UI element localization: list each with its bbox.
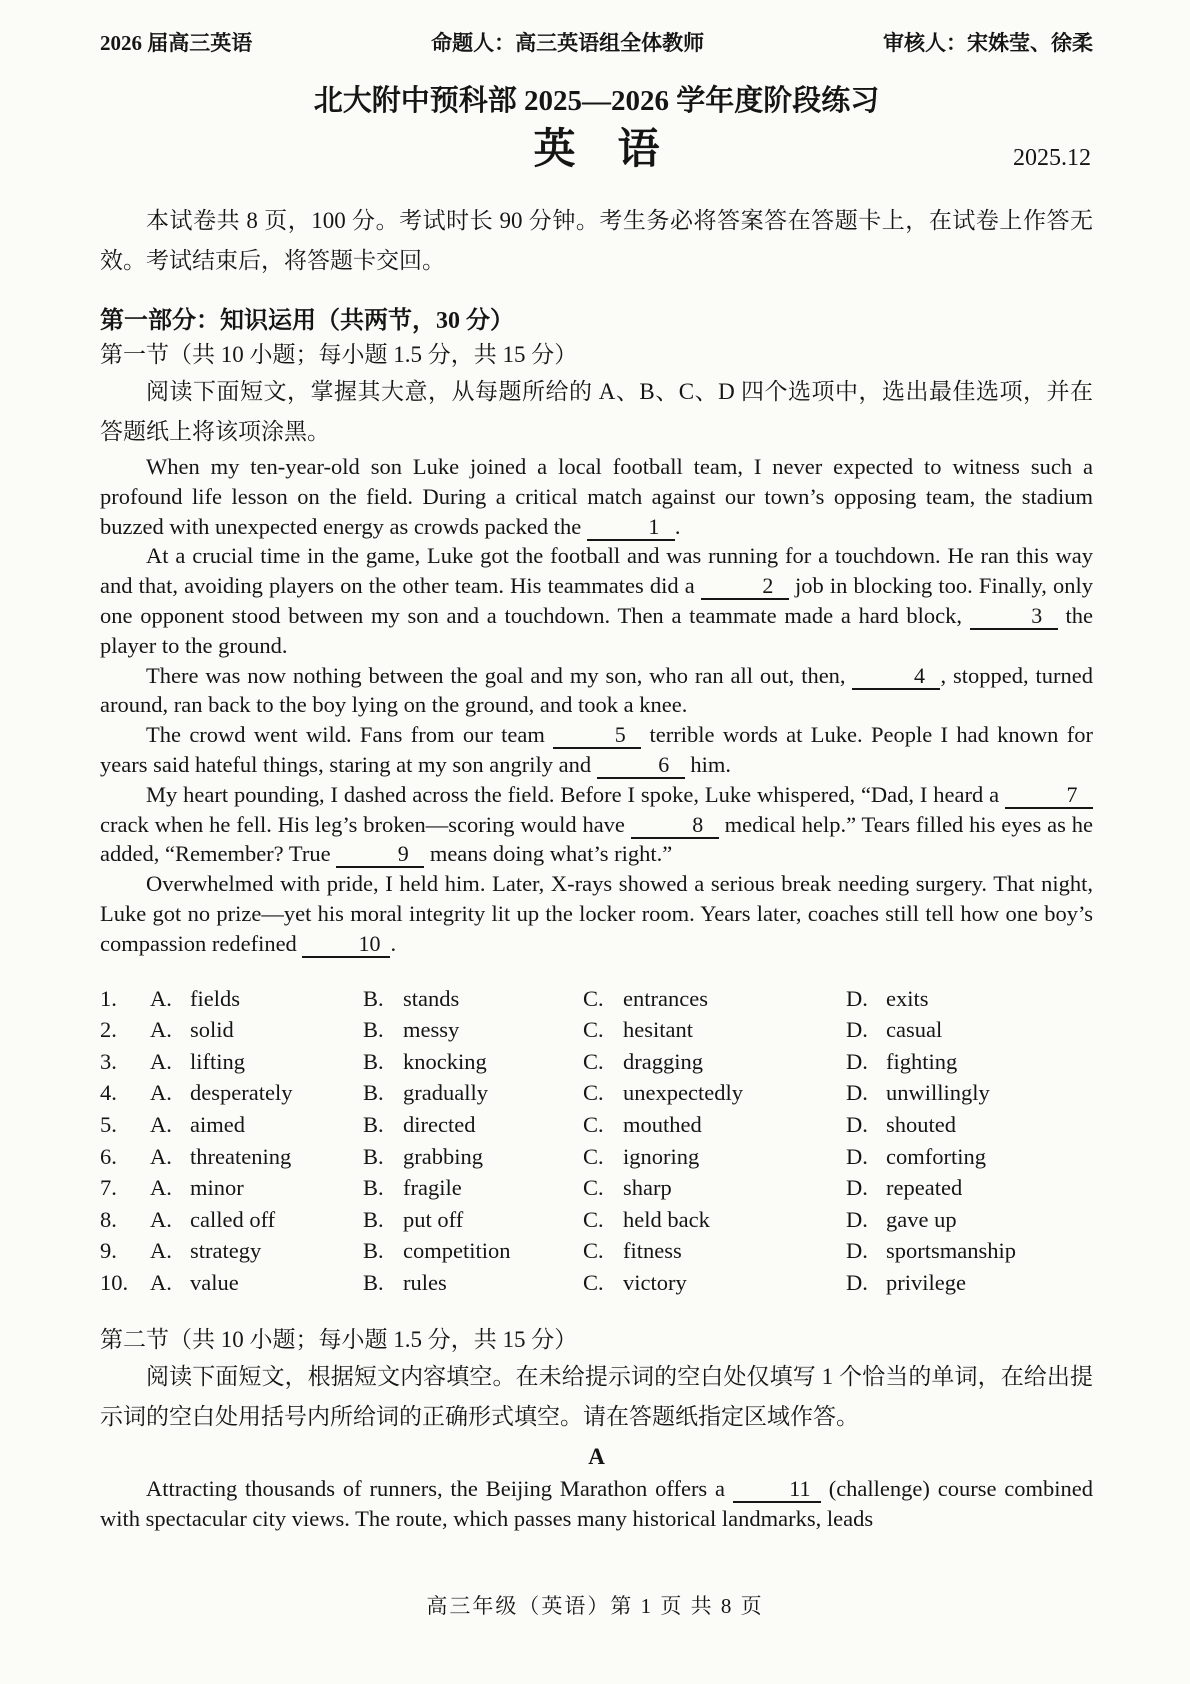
option-letter: B. [363,1080,384,1106]
option-text: sharp [623,1175,672,1201]
option-cell-D [846,983,1093,1015]
option-letter: A. [150,1175,172,1201]
option-cell-C [583,1204,846,1236]
cloze-blank-1: 1 [587,515,675,541]
option-cell-A [150,1172,363,1204]
option-text: hesitant [623,1017,693,1043]
option-cell-B [363,1046,583,1078]
cloze-blank-10: 10 [302,932,390,958]
cloze-blank-2: 2 [701,574,789,600]
cloze-blank-6: 6 [597,753,685,779]
option-cell-A [150,1204,363,1236]
option-letter: D. [846,1143,868,1169]
option-text: fields [190,985,240,1011]
section2-instructions: 阅读下面短文，根据短文内容填空。在未给提示词的空白处仅填写 1 个恰当的单词，在给出提示词的空白处用括号内所给词的正确形式填空。请在答题纸指定区域作答。 [100,1364,1093,1430]
option-letter: B. [363,1048,384,1074]
option-text: exits [886,985,929,1011]
option-number: 10. [100,1269,129,1295]
option-letter: A. [150,1238,172,1264]
option-number: 3. [100,1048,117,1074]
option-text: sportsmanship [886,1238,1017,1264]
option-text: held back [623,1206,710,1232]
option-cell-D [846,1172,1093,1204]
section2-heading: 第二节（共 10 小题；每小题 1.5 分，共 15 分） [100,1327,578,1353]
cloze-blank-8: 8 [631,813,719,839]
option-letter: A. [150,1048,172,1074]
option-cell-C [583,1267,846,1299]
option-row [100,983,1093,1015]
option-cell-B [363,983,583,1015]
option-cell-A [150,1267,363,1299]
cloze-blank-9: 9 [336,842,424,868]
exam-date: 2025.12 [1013,145,1091,171]
cloze-paragraph-2: At a crucial time in the game, Luke got the football and was running for a touchdown. He ran this way and that, avoiding players on the other team. His teammates did a 2 job in blocking too. Finally, only one opponent stood between my son and a touchdown. Then a teammate made a hard block, 3 the player to the ground. [100,543,1093,658]
option-text: minor [190,1175,244,1201]
option-cell-D [846,1267,1093,1299]
option-row [100,1046,1093,1078]
option-cell-C [583,983,846,1015]
option-cell-D [846,1109,1093,1141]
option-letter: C. [583,1269,604,1295]
option-letter: C. [583,985,604,1011]
option-letter: A. [150,1269,172,1295]
option-number: 7. [100,1175,117,1201]
option-cell-A [150,983,363,1015]
option-row [100,1014,1093,1046]
passage-a-paragraph: Attracting thousands of runners, the Beijing Marathon offers a 11 (challenge) course combined with spectacular city views. The route, which passes many historical landmarks, leads [100,1476,1093,1532]
option-letter: A. [150,1017,172,1043]
cloze-paragraph-4: The crowd went wild. Fans from our team 5 terrible words at Luke. People I had known for years said hateful things, staring at my son angrily and 6 him. [100,722,1093,777]
option-text: privilege [886,1269,966,1295]
option-cell-B [363,1141,583,1173]
part1-heading: 第一部分：知识运用（共两节，30 分） [100,308,514,334]
option-cell-A [150,1109,363,1141]
option-text: threatening [190,1143,292,1169]
option-number: 6. [100,1143,117,1169]
option-cell-D [846,1235,1093,1267]
option-letter: B. [363,985,384,1011]
question-setter-label: 命题人：高三英语组全体教师 [431,31,705,55]
option-letter: D. [846,1017,868,1043]
option-text: desperately [190,1080,293,1106]
option-letter: D. [846,1269,868,1295]
option-row [100,1077,1093,1109]
option-cell-B [363,1077,583,1109]
option-text: gradually [403,1080,488,1106]
option-cell-A [150,1014,363,1046]
option-text: comforting [886,1143,986,1169]
option-text: directed [403,1111,476,1137]
cloze-paragraph-5: My heart pounding, I dashed across the field. Before I spoke, Luke whispered, “Dad, I heard a 7 crack when he fell. His leg’s broken—scoring would have 8 medical help.” Tears filled his eyes as he added, “Remember? True 9 means doing what’s right.” [100,781,1093,867]
option-letter: A. [150,1080,172,1106]
option-text: aimed [190,1111,245,1137]
option-cell-D [846,1141,1093,1173]
option-text: value [190,1269,239,1295]
option-letter: A. [150,985,172,1011]
option-number: 2. [100,1017,117,1043]
page-footer: 高三年级（英语）第 1 页 共 8 页 [426,1594,764,1618]
option-letter: C. [583,1175,604,1201]
option-text: put off [403,1206,464,1232]
option-cell-A [150,1235,363,1267]
option-letter: D. [846,1238,868,1264]
option-text: victory [623,1269,687,1295]
option-row [100,1172,1093,1204]
options-table [100,983,1093,1299]
option-text: strategy [190,1238,262,1264]
option-row [100,1267,1093,1299]
exam-title: 北大附中预科部 2025—2026 学年度阶段练习 [313,85,880,117]
option-cell-C [583,1141,846,1173]
section1-heading: 第一节（共 10 小题；每小题 1.5 分，共 15 分） [100,342,578,367]
option-letter: C. [583,1206,604,1232]
option-cell-C [583,1014,846,1046]
option-letter: C. [583,1111,604,1137]
passage-a-label: A [588,1444,605,1470]
cloze-blank-11: 11 [733,1477,821,1503]
option-cell-B [363,1267,583,1299]
option-letter: D. [846,1175,868,1201]
option-cell-B [363,1172,583,1204]
subject-row [100,122,1093,178]
option-number: 8. [100,1206,117,1232]
option-text: unexpectedly [623,1080,743,1106]
option-letter: D. [846,1111,868,1137]
option-text: called off [190,1206,276,1232]
header-meta-row [100,27,1093,57]
option-text: shouted [886,1111,956,1137]
option-letter: B. [363,1017,384,1043]
option-cell-C [583,1109,846,1141]
option-text: repeated [886,1175,963,1201]
option-letter: B. [363,1175,384,1201]
option-text: solid [190,1017,234,1043]
option-letter: A. [150,1143,172,1169]
option-text: dragging [623,1048,703,1074]
option-letter: B. [363,1238,384,1264]
option-letter: A. [150,1111,172,1137]
option-text: stands [403,985,460,1011]
option-text: casual [886,1017,943,1043]
option-cell-B [363,1109,583,1141]
cloze-blank-7: 7 [1005,783,1093,809]
cloze-blank-5: 5 [553,723,641,749]
option-cell-C [583,1172,846,1204]
option-letter: C. [583,1080,604,1106]
option-cell-B [363,1014,583,1046]
option-cell-D [846,1077,1093,1109]
option-cell-A [150,1077,363,1109]
option-text: unwillingly [886,1080,990,1106]
option-number: 9. [100,1238,117,1264]
option-cell-D [846,1204,1093,1236]
option-text: fighting [886,1048,958,1074]
option-letter: C. [583,1238,604,1264]
option-text: fragile [403,1175,462,1201]
option-letter: B. [363,1143,384,1169]
option-text: rules [403,1269,447,1295]
option-text: messy [403,1017,460,1043]
subject-title: 英 语 [533,127,660,173]
option-cell-C [583,1077,846,1109]
cloze-blank-3: 3 [970,604,1058,630]
option-text: competition [403,1238,511,1264]
exam-notice: 本试卷共 8 页，100 分。考试时长 90 分钟。考生务必将答案答在答题卡上，在试卷上作答无效。考试结束后，将答题卡交回。 [100,208,1093,273]
cloze-passage [100,452,1093,959]
option-row [100,1109,1093,1141]
option-letter: D. [846,1048,868,1074]
option-text: fitness [623,1238,682,1264]
reviewer-label: 审核人：宋姝莹、徐柔 [883,31,1093,55]
option-letter: B. [363,1269,384,1295]
option-number: 5. [100,1111,117,1137]
option-cell-D [846,1046,1093,1078]
option-letter: D. [846,1206,868,1232]
option-cell-D [846,1014,1093,1046]
section2 [100,1323,1093,1534]
option-text: gave up [886,1206,957,1232]
option-number: 1. [100,985,117,1011]
option-letter: A. [150,1206,172,1232]
option-text: mouthed [623,1111,702,1137]
cloze-blank-4: 4 [852,664,940,690]
option-text: lifting [190,1048,245,1074]
option-letter: B. [363,1206,384,1232]
option-text: grabbing [403,1143,483,1169]
cloze-paragraph-6: Overwhelmed with pride, I held him. Later, X-rays showed a serious break needing surgery. That night, Luke got no prize—yet his moral integrity lit up the locker room. Years later, coaches still tell how one boy’s compassion redefined 10 . [100,871,1093,956]
option-text: knocking [403,1048,487,1074]
option-row [100,1141,1093,1173]
option-text: entrances [623,985,708,1011]
option-cell-B [363,1204,583,1236]
course-label: 2026 届高三英语 [100,31,253,55]
option-number: 4. [100,1080,117,1106]
option-letter: D. [846,1080,868,1106]
option-cell-B [363,1235,583,1267]
cloze-paragraph-1: When my ten-year-old son Luke joined a local football team, I never expected to witness such a profound life lesson on the field. During a critical match against our town’s opposing team, the stadium buzzed with unexpected energy as crowds packed the 1 . [100,454,1093,539]
option-row [100,1235,1093,1267]
option-text: ignoring [623,1143,700,1169]
option-letter: C. [583,1143,604,1169]
option-letter: C. [583,1048,604,1074]
option-letter: C. [583,1017,604,1043]
option-letter: B. [363,1111,384,1137]
option-cell-A [150,1141,363,1173]
option-cell-A [150,1046,363,1078]
option-cell-C [583,1235,846,1267]
option-row [100,1204,1093,1236]
section1-instructions: 阅读下面短文，掌握其大意，从每题所给的 A、B、C、D 四个选项中，选出最佳选项，并在答题纸上将该项涂黑。 [100,379,1093,444]
cloze-paragraph-3: There was now nothing between the goal and my son, who ran all out, then, 4 , stopped, turned around, ran back to the boy lying on the ground, and took a knee. [100,662,1093,718]
option-letter: D. [846,985,868,1011]
option-cell-C [583,1046,846,1078]
